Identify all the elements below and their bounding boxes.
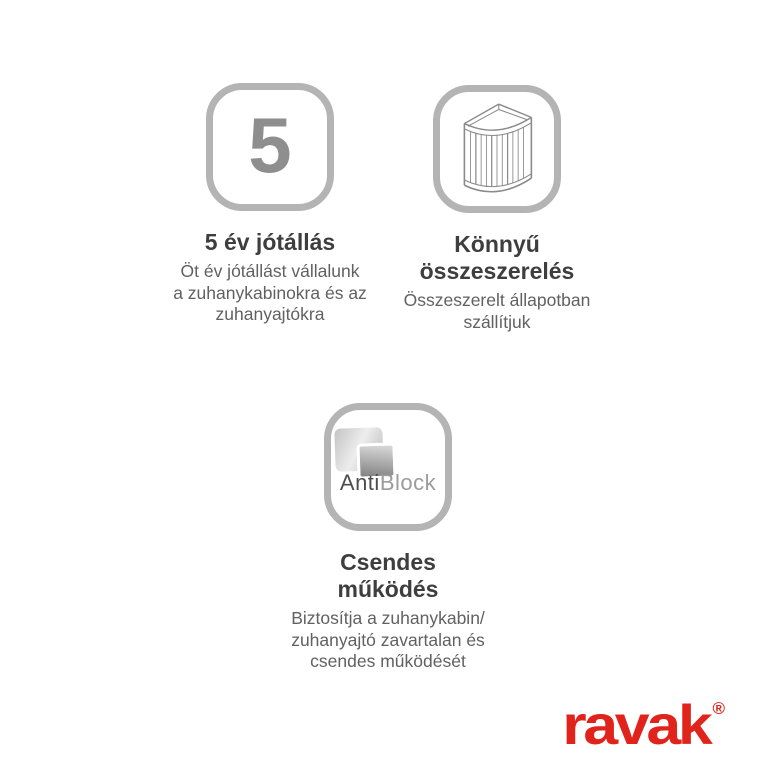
feature-quiet-operation [272,403,504,673]
description-line: Összeszerelt állapotban [403,290,591,310]
description-line: csendes működését [310,651,466,671]
title-line: 5 év jótállás [204,229,336,255]
title-line: Könnyű [454,231,540,257]
feature-title [154,229,386,256]
shower-cabin-drawing [452,98,542,202]
shower-cabin-icon [433,85,561,213]
feature-title [379,231,615,285]
title-line: összeszerelés [419,258,575,284]
antiblock-logo-text [331,472,445,494]
feature-title [272,549,504,603]
feature-warranty [154,83,386,326]
description-line: zuhanyajtó zavartalan és [291,629,485,650]
feature-description [379,290,615,333]
description-line: Öt év jótállást vállalunk [180,261,360,281]
ravak-logo-text: ravak [562,693,710,756]
description-line: szállítjuk [463,311,531,332]
warranty-5-badge-icon [206,83,334,211]
feature-easy-assembly [379,85,615,333]
number-5-glyph: 5 [248,101,292,189]
title-line: Csendes [340,549,436,575]
antiblock-anti-label: Anti [339,470,380,495]
description-line: zuhanyajtókra [215,304,325,324]
antiblock-icon [324,403,452,531]
title-line: működés [337,576,439,602]
description-line: Biztosítja a zuhanykabin/ [291,608,485,628]
feature-description [272,608,504,673]
description-line: a zuhanykabinokra és az [173,282,367,303]
feature-description [154,261,386,326]
antiblock-block-label: Block [379,470,437,495]
ravak-logo [562,693,725,756]
registered-trademark-icon: ® [712,699,725,718]
